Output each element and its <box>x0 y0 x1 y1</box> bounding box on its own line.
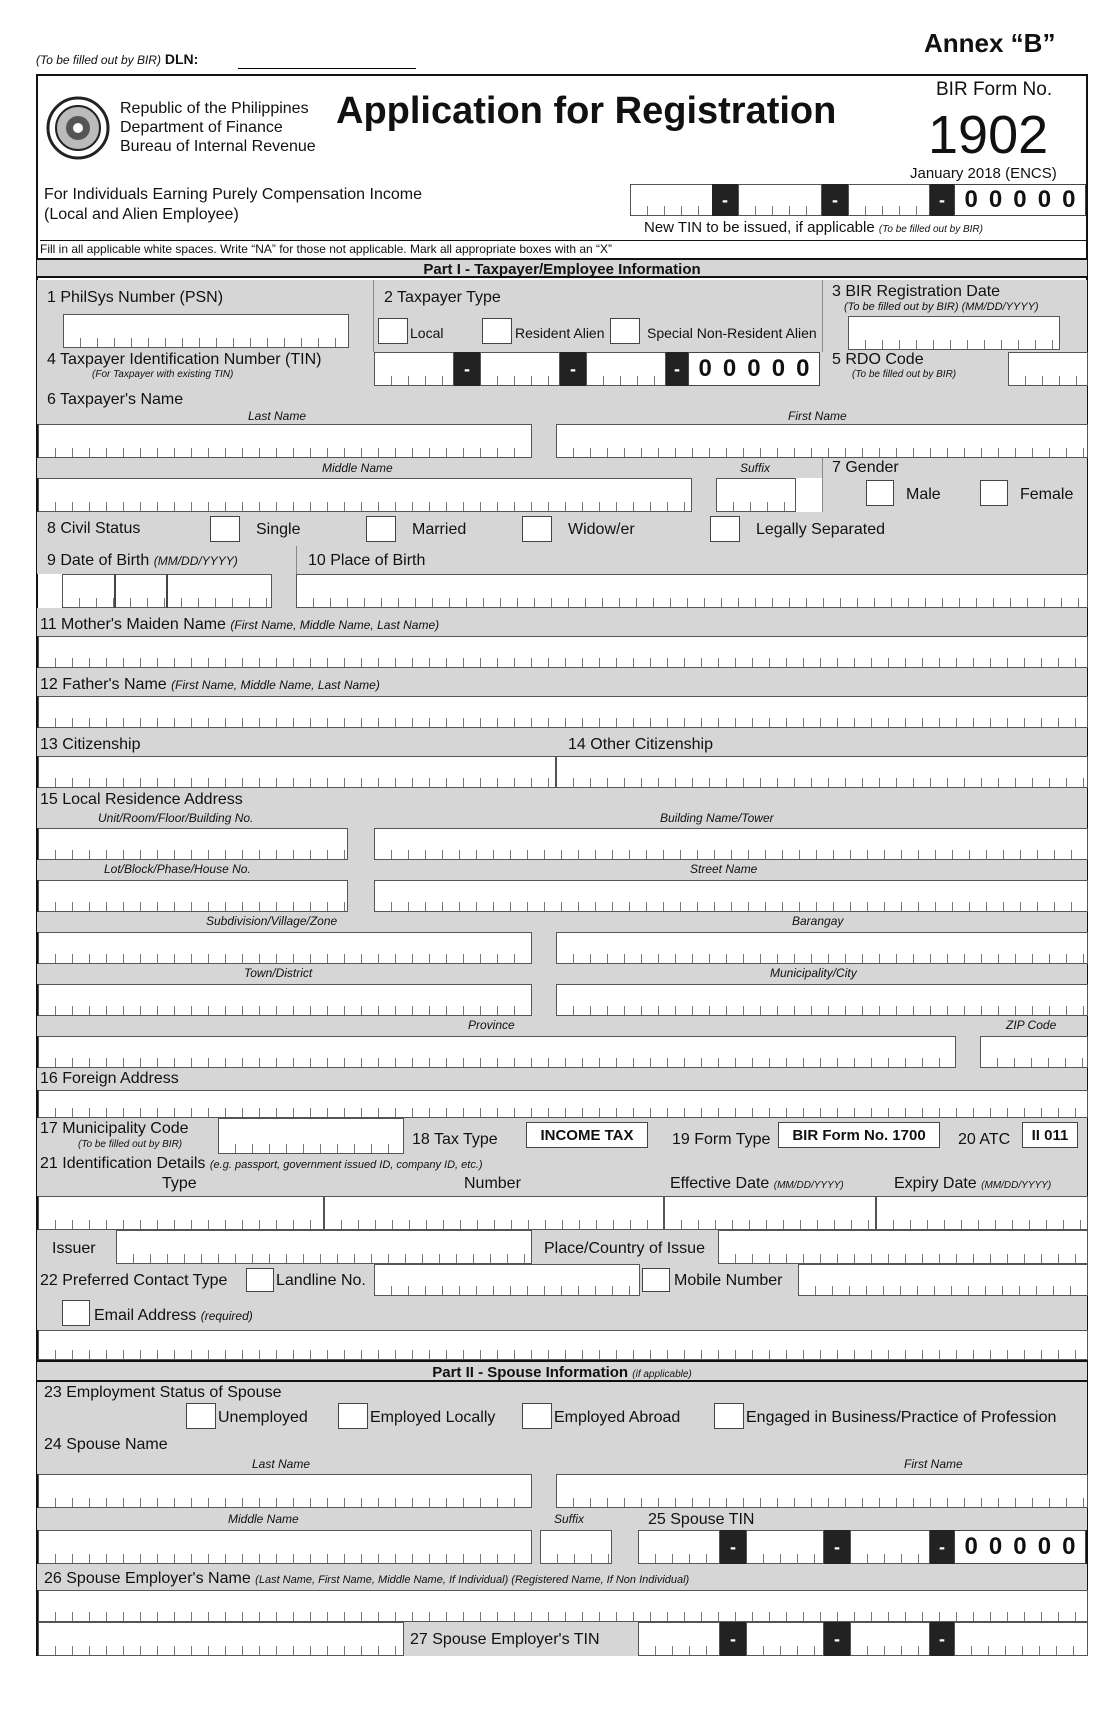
subdivision-input[interactable] <box>38 932 532 964</box>
middle-name-label: Middle Name <box>322 461 393 475</box>
f14-label: 14 Other Citizenship <box>568 736 713 753</box>
married-checkbox[interactable] <box>366 516 396 542</box>
zero-digit: 0 <box>747 355 761 382</box>
issuer-label: Issuer <box>52 1240 96 1257</box>
lot-input[interactable] <box>38 880 348 912</box>
single-label: Single <box>256 521 301 538</box>
zero-digit: 0 <box>988 186 1003 213</box>
f6-label: 6 Taxpayer's Name <box>47 391 184 408</box>
zero-digit: 0 <box>1062 186 1076 213</box>
place-issue-label: Place/Country of Issue <box>544 1240 705 1257</box>
zero-digit: 0 <box>964 1533 978 1560</box>
spacer <box>532 1474 556 1508</box>
row-13-14-head <box>37 728 1087 756</box>
spacer <box>956 1036 980 1068</box>
spouse-tin-branch <box>954 1530 1086 1564</box>
f21-label <box>40 1156 483 1172</box>
spacer <box>272 574 296 608</box>
spouse-tin-dash: - <box>824 1530 850 1564</box>
effective-date-input[interactable] <box>664 1196 876 1230</box>
zero-digit: 0 <box>1013 1533 1027 1560</box>
place-issue-input[interactable] <box>718 1230 1088 1264</box>
unit-label: Unit/Room/Floor/Building No. <box>98 811 254 825</box>
f9-text: 9 Date of Birth <box>47 552 150 569</box>
subdivision-label: Subdivision/Village/Zone <box>206 914 338 928</box>
spouse-employer-input[interactable] <box>38 1590 1088 1622</box>
employer-tin-seg-2[interactable] <box>746 1622 824 1656</box>
spacer <box>532 1530 540 1564</box>
agency-line-1: Republic of the Philippines <box>120 100 309 117</box>
resident-alien-checkbox[interactable] <box>482 318 512 344</box>
f19-label: 19 Form Type <box>672 1131 771 1148</box>
barangay-input[interactable] <box>556 932 1088 964</box>
street-input[interactable] <box>374 880 1088 912</box>
agency-line-2: Department of Finance <box>120 119 283 136</box>
row-subdivision-head <box>37 912 1087 932</box>
suffix-input[interactable] <box>716 478 796 512</box>
f11-text: 11 Mother's Maiden Name <box>40 616 226 633</box>
new-tin-note: (To be filled out by BIR) <box>878 224 983 235</box>
f1-label: 1 PhilSys Number (PSN) <box>47 289 224 306</box>
spouse-middle-name-input[interactable] <box>38 1530 532 1564</box>
spacer <box>532 424 556 458</box>
dln-note: (To be filled out by BIR) <box>36 53 161 67</box>
last-name-label: Last Name <box>248 409 307 423</box>
annex-label: Annex “B” <box>924 28 1056 58</box>
subtitle-line-2: (Local and Alien Employee) <box>44 206 239 223</box>
f27-label: 27 Spouse Employer's TIN <box>410 1631 600 1648</box>
spouse-tin-dash: - <box>720 1530 746 1564</box>
father-name-input[interactable] <box>38 696 1088 728</box>
dln-label <box>36 52 198 66</box>
f20-label: 20 ATC <box>958 1131 1011 1148</box>
f4-note: (For Taxpayer with existing TIN) <box>92 369 234 380</box>
new-tin-dash: - <box>712 184 738 216</box>
f24-label: 24 Spouse Name <box>44 1436 168 1453</box>
barangay-label: Barangay <box>792 914 844 928</box>
building-label: Building Name/Tower <box>660 811 774 825</box>
f17-label: 17 Municipality Code <box>40 1120 189 1137</box>
spouse-tin-seg-2[interactable] <box>746 1530 824 1564</box>
spouse-last-name-input[interactable] <box>38 1474 532 1508</box>
building-input[interactable] <box>374 828 1088 860</box>
f12-label <box>40 677 380 693</box>
employed-abroad-label: Employed Abroad <box>554 1409 681 1426</box>
tin-seg-2[interactable] <box>480 352 560 386</box>
employer-tin-dash: - <box>720 1622 746 1656</box>
zero-digit: 0 <box>1062 1533 1076 1560</box>
form-type-value: BIR Form No. 1700 <box>778 1122 940 1148</box>
zero-digit: 0 <box>722 355 737 382</box>
f22-label: 22 Preferred Contact Type <box>40 1272 228 1289</box>
citizenship-input[interactable] <box>38 756 556 788</box>
landline-input[interactable] <box>374 1264 640 1296</box>
form-version: January 2018 (ENCS) <box>910 165 1057 182</box>
spouse-suffix-input[interactable] <box>540 1530 612 1564</box>
zero-digit: 0 <box>1013 186 1027 213</box>
part2-title <box>37 1360 1087 1382</box>
dln-field[interactable] <box>238 68 416 69</box>
mobile-input[interactable] <box>798 1264 1088 1296</box>
row-province-head <box>37 1016 1087 1036</box>
rdo-code-input[interactable] <box>1008 352 1088 386</box>
row-town-head <box>37 964 1087 984</box>
tin-dash: - <box>666 352 688 386</box>
zero-digit: 0 <box>964 186 978 213</box>
spacer <box>348 880 374 912</box>
f16-label: 16 Foreign Address <box>40 1070 179 1087</box>
single-checkbox[interactable] <box>210 516 240 542</box>
widow-checkbox[interactable] <box>522 516 552 542</box>
divider <box>373 280 374 352</box>
tax-type-value: INCOME TAX <box>526 1122 648 1148</box>
town-label: Town/District <box>244 966 313 980</box>
local-label: Local <box>410 325 444 341</box>
id-number-input[interactable] <box>324 1196 664 1230</box>
employed-local-checkbox[interactable] <box>338 1403 368 1429</box>
zero-digit: 0 <box>1037 1533 1052 1560</box>
female-checkbox[interactable] <box>980 480 1008 506</box>
row-16-head <box>37 1068 1087 1090</box>
f5-note: (To be filled out by BIR) <box>852 369 957 380</box>
new-tin-text: New TIN to be issued, if applicable <box>644 219 875 236</box>
spouse-first-name-label: First Name <box>904 1457 963 1471</box>
zip-input[interactable] <box>980 1036 1088 1068</box>
spouse-tin-seg-3[interactable] <box>850 1530 930 1564</box>
registration-date-input[interactable] <box>848 316 1060 350</box>
spacer <box>348 828 374 860</box>
municipality-label: Municipality/City <box>770 966 857 980</box>
atc-value: II 011 <box>1022 1122 1078 1148</box>
tin-seg-1[interactable] <box>374 352 454 386</box>
spouse-middle-name-label: Middle Name <box>228 1512 299 1526</box>
f25-label: 25 Spouse TIN <box>648 1511 755 1528</box>
effective-note: (MM/DD/YYYY) <box>773 1180 844 1191</box>
middle-name-input[interactable] <box>38 478 692 512</box>
suffix-label: Suffix <box>740 461 771 475</box>
male-label: Male <box>906 486 941 503</box>
new-tin-dash: - <box>930 184 954 216</box>
f15-label: 15 Local Residence Address <box>40 791 243 808</box>
province-label: Province <box>468 1018 515 1032</box>
tin-seg-3[interactable] <box>586 352 666 386</box>
mother-name-input[interactable] <box>38 636 1088 668</box>
row-8 <box>37 512 1087 546</box>
first-name-input[interactable] <box>556 424 1088 458</box>
new-tin-seg-2[interactable] <box>738 184 822 216</box>
special-alien-checkbox[interactable] <box>610 318 640 344</box>
f12-text: 12 Father's Name <box>40 676 167 693</box>
tin-branch <box>688 352 820 386</box>
new-tin-seg-3[interactable] <box>848 184 930 216</box>
unemployed-label: Unemployed <box>218 1409 308 1426</box>
instructions: Fill in all applicable white spaces. Write “NA” for those not applicable. Mark all appropriate boxes with an “X” <box>40 240 1086 255</box>
zero-digit: 0 <box>698 355 712 382</box>
special-alien-label: Special Non-Resident Alien <box>647 325 817 341</box>
female-label: Female <box>1020 486 1074 503</box>
employer-tin-dash: - <box>930 1622 954 1656</box>
landline-label: Landline No. <box>276 1272 366 1289</box>
f23-label: 23 Employment Status of Spouse <box>44 1384 282 1401</box>
expiry-note: (MM/DD/YYYY) <box>981 1180 1052 1191</box>
divider <box>114 574 116 608</box>
widow-label: Widow/er <box>568 521 635 538</box>
zero-digit: 0 <box>1037 186 1052 213</box>
f26-label <box>44 1571 689 1587</box>
spacer <box>692 478 716 512</box>
unit-input[interactable] <box>38 828 348 860</box>
zero-digit: 0 <box>771 355 786 382</box>
f2-label: 2 Taxpayer Type <box>384 289 501 306</box>
employer-tin-dash: - <box>824 1622 850 1656</box>
resident-alien-label: Resident Alien <box>515 325 605 341</box>
divider <box>296 546 297 574</box>
form-label: BIR Form No. <box>936 79 1053 100</box>
engaged-label: Engaged in Business/Practice of Profession <box>746 1409 1057 1426</box>
f13-label: 13 Citizenship <box>40 736 141 753</box>
effective-text: Effective Date <box>670 1175 770 1192</box>
spacer <box>532 984 556 1016</box>
landline-checkbox[interactable] <box>246 1268 274 1292</box>
f21-text: 21 Identification Details <box>40 1155 206 1172</box>
spouse-suffix-label: Suffix <box>554 1512 585 1526</box>
divider <box>822 280 823 352</box>
other-citizenship-input[interactable] <box>556 756 1088 788</box>
id-type-input[interactable] <box>38 1196 324 1230</box>
f3-label: 3 BIR Registration Date <box>832 283 1001 300</box>
expiry-text: Expiry Date <box>894 1175 977 1192</box>
divider <box>166 574 168 608</box>
f9-note: (MM/DD/YYYY) <box>153 554 238 568</box>
employer-tin-seg-4[interactable] <box>954 1622 1088 1656</box>
spouse-tin-seg-1[interactable] <box>638 1530 720 1564</box>
f5-label: 5 RDO Code <box>832 351 924 368</box>
issuer-input[interactable] <box>116 1230 532 1264</box>
f7-label: 7 Gender <box>832 459 899 476</box>
f10-label: 10 Place of Birth <box>308 552 426 569</box>
birth-place-input[interactable] <box>296 574 1088 608</box>
municipality-input[interactable] <box>556 984 1088 1016</box>
employer-tin-seg-1[interactable] <box>638 1622 720 1656</box>
form-number: 1902 <box>928 105 1049 165</box>
f3-note: (To be filled out by BIR) (MM/DD/YYYY) <box>844 301 1039 313</box>
male-checkbox[interactable] <box>866 480 894 506</box>
spacer <box>532 932 556 964</box>
zip-label: ZIP Code <box>1006 1018 1057 1032</box>
email-text: Email Address <box>94 1307 197 1324</box>
first-name-label: First Name <box>788 409 847 423</box>
unemployed-checkbox[interactable] <box>186 1403 216 1429</box>
f4-label: 4 Taxpayer Identification Number (TIN) <box>47 351 322 368</box>
f17-note: (To be filled out by BIR) <box>78 1139 183 1150</box>
philsys-input[interactable] <box>63 314 349 348</box>
f9-label <box>47 553 238 569</box>
f11-note: (First Name, Middle Name, Last Name) <box>230 618 440 632</box>
engaged-checkbox[interactable] <box>714 1403 744 1429</box>
mobile-checkbox[interactable] <box>642 1268 670 1292</box>
new-tin-branch <box>954 184 1086 216</box>
id-type-label: Type <box>162 1175 197 1192</box>
tin-dash: - <box>560 352 586 386</box>
f8-label: 8 Civil Status <box>47 520 141 537</box>
expiry-date-label <box>894 1176 1051 1192</box>
row-6-head <box>37 386 1087 424</box>
part2-title-text: Part II - Spouse Information <box>432 1364 629 1381</box>
zero-digit: 0 <box>796 355 810 382</box>
zero-digit: 0 <box>988 1533 1003 1560</box>
municipality-code-input[interactable] <box>218 1118 404 1154</box>
province-input[interactable] <box>38 1036 956 1068</box>
local-checkbox[interactable] <box>378 318 408 344</box>
spouse-first-name-input[interactable] <box>556 1474 1088 1508</box>
separated-checkbox[interactable] <box>710 516 740 542</box>
agency-line-3: Bureau of Internal Revenue <box>120 138 316 155</box>
part2-title-note: (if applicable) <box>632 1369 692 1380</box>
email-note: (required) <box>200 1309 253 1323</box>
f26-note: (Last Name, First Name, Middle Name, If Individual) (Registered Name, If Non Individual) <box>255 1574 690 1586</box>
f12-note: (First Name, Middle Name, Last Name) <box>171 678 380 692</box>
f26-text: 26 Spouse Employer's Name <box>44 1570 251 1587</box>
email-checkbox[interactable] <box>62 1300 90 1326</box>
id-number-label: Number <box>464 1175 521 1192</box>
foreign-address-input[interactable] <box>38 1090 1088 1118</box>
form-title: Application for Registration <box>336 90 837 132</box>
new-tin-label <box>644 220 983 235</box>
spacer <box>612 1508 638 1564</box>
tin-dash: - <box>454 352 480 386</box>
f11-label <box>40 617 439 633</box>
last-name-input[interactable] <box>38 424 532 458</box>
effective-date-label <box>670 1176 844 1192</box>
lot-label: Lot/Block/Phase/House No. <box>104 862 251 876</box>
employer-tin-seg-3[interactable] <box>850 1622 930 1656</box>
employed-local-label: Employed Locally <box>370 1409 496 1426</box>
spouse-employer-input-2[interactable] <box>38 1622 404 1656</box>
f21-note: (e.g. passport, government issued ID, company ID, etc.) <box>209 1159 483 1171</box>
part1-title: Part I - Taxpayer/Employee Information <box>37 258 1087 278</box>
spouse-last-name-label: Last Name <box>252 1457 311 1471</box>
new-tin-dash: - <box>822 184 848 216</box>
employed-abroad-checkbox[interactable] <box>522 1403 552 1429</box>
spouse-tin-dash: - <box>930 1530 954 1564</box>
subtitle-line-1: For Individuals Earning Purely Compensation Income <box>44 186 422 203</box>
f18-label: 18 Tax Type <box>412 1131 498 1148</box>
separated-label: Legally Separated <box>756 521 885 538</box>
married-label: Married <box>412 521 467 538</box>
expiry-date-input[interactable] <box>876 1196 1088 1230</box>
bir-seal-icon <box>46 96 110 160</box>
mobile-label: Mobile Number <box>674 1272 783 1289</box>
dln-text: DLN: <box>164 51 199 67</box>
email-label <box>94 1308 253 1324</box>
email-input[interactable] <box>38 1330 1088 1360</box>
town-input[interactable] <box>38 984 532 1016</box>
street-label: Street Name <box>690 862 758 876</box>
